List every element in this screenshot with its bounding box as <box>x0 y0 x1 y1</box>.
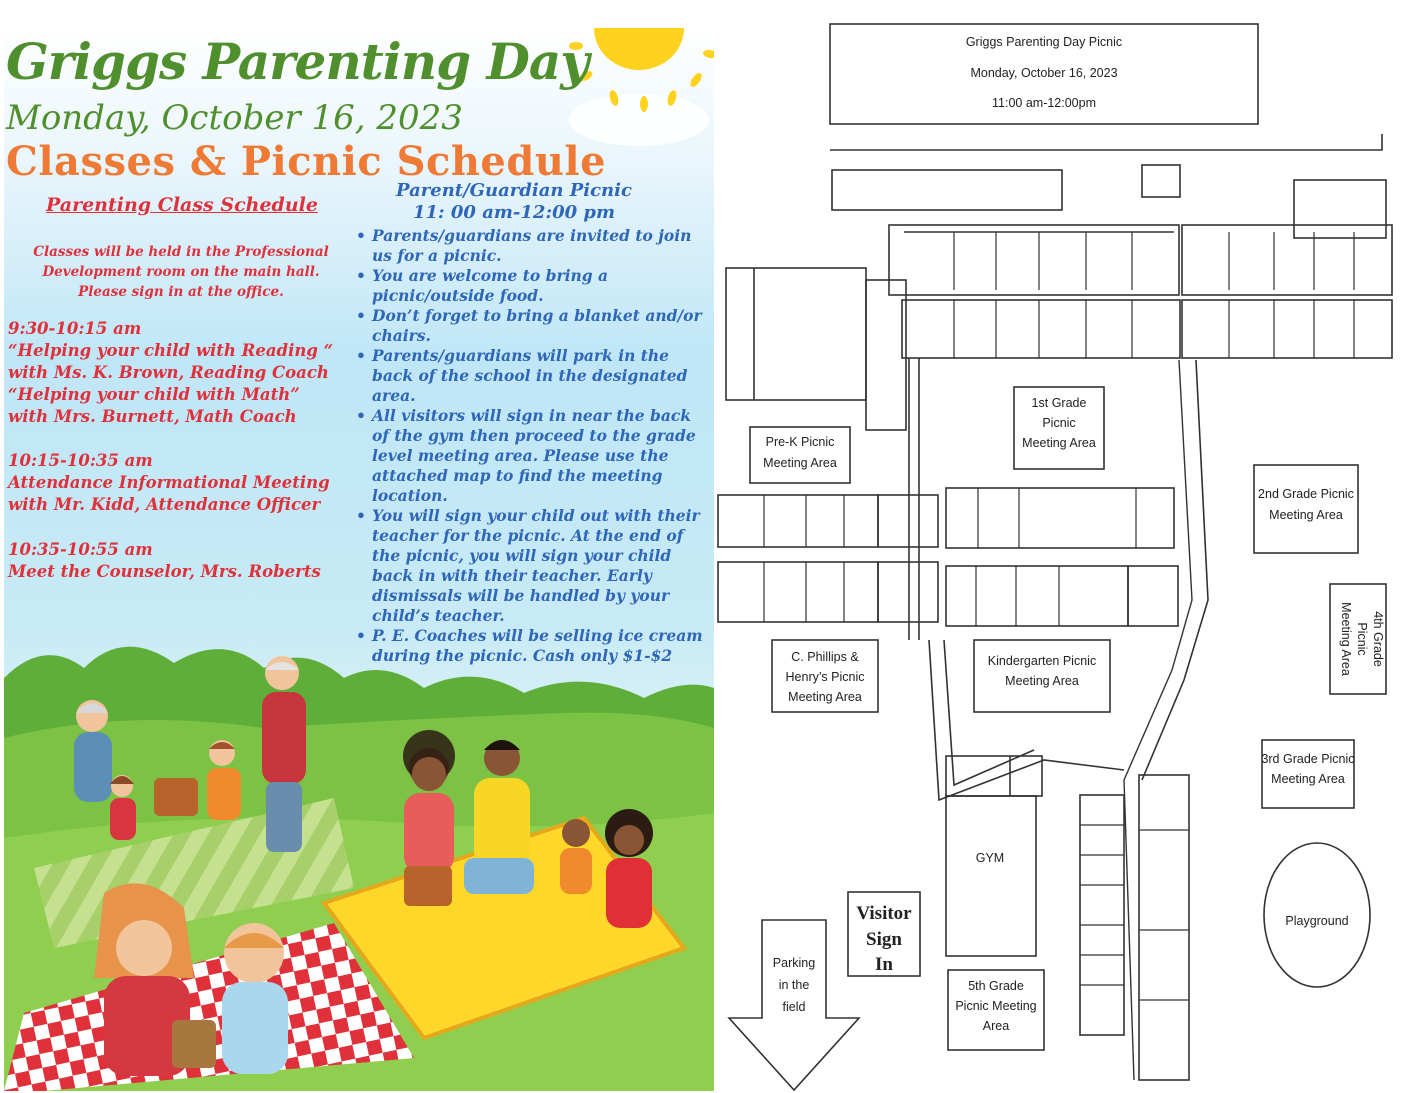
fifth-grade-label: Area <box>982 1019 1010 1033</box>
visitor-label: In <box>875 954 893 975</box>
session-attendance: 10:15-10:35 am Attendance Informational Meeting with Mr. Kidd, Attendance Officer <box>8 451 330 514</box>
third-grade-label: Meeting Area <box>1271 772 1345 786</box>
playground-label: Playground <box>1285 914 1349 928</box>
fourth-grade-label: Meeting Area <box>1339 602 1353 676</box>
session-reading-math: 9:30-10:15 am “Helping your child with Reading “ with Ms. K. Brown, Reading Coach “Helping your child with Math” with Mrs. Burnett, Math Coach <box>8 319 334 426</box>
session-counselor: 10:35-10:55 am Meet the Counselor, Mrs. Roberts <box>8 540 321 581</box>
parenting-day-flyer <box>4 28 714 1091</box>
second-grade-label: Meeting Area <box>1269 508 1343 522</box>
list-item: • You will sign your child out with their teacher for the picnic. At the end of the picnic, you will sign your child back in with their teacher. Early dismissals will be handled by your child’s teacher. <box>354 506 710 626</box>
class-location-note: Classes will be held in the Professional Development room on the main hall. Please sign in at the office. <box>33 244 329 300</box>
kindergarten-label: Meeting Area <box>1005 674 1079 688</box>
list-item: • Don’t forget to bring a blanket and/or chairs. <box>354 306 710 346</box>
parking-label: in the <box>778 978 810 992</box>
phillips-label: Henry’s Picnic <box>785 670 865 684</box>
fifth-grade-label: Picnic Meeting <box>955 999 1037 1013</box>
picnic-heading: Parent/Guardian Picnic 11: 00 am-12:00 pm <box>396 180 632 223</box>
second-grade-label: 2nd Grade Picnic <box>1258 487 1354 501</box>
list-item: • All visitors will sign in near the back of the gym then proceed to the grade level meeting area. Please use the attached map to find the meeting location. <box>354 406 710 506</box>
gym-building <box>946 796 1036 956</box>
list-item: • P. E. Coaches will be selling ice cream during the picnic. Cash only $1-$2 <box>354 626 710 666</box>
top-small-room <box>1142 165 1180 197</box>
gym-label: GYM <box>975 851 1005 865</box>
list-item: • Parents/guardians are invited to join us for a picnic. <box>354 226 710 266</box>
picnic-info-list <box>354 226 710 666</box>
parking-label: Parking <box>772 956 816 970</box>
prek-label: Meeting Area <box>763 456 837 470</box>
flyer-date: Monday, October 16, 2023 <box>6 98 463 138</box>
list-item: • Parents/guardians will park in the back of the school in the designated area. <box>354 346 710 406</box>
campus-map <box>714 0 1417 1093</box>
flyer-title: Griggs Parenting Day <box>6 32 589 91</box>
map-time: 11:00 am-12:00pm <box>992 96 1096 110</box>
visitor-label: Sign <box>866 929 902 950</box>
third-grade-label: 3rd Grade Picnic <box>1261 752 1355 766</box>
fifth-grade-label: 5th Grade <box>968 979 1024 993</box>
map-date: Monday, October 16, 2023 <box>970 66 1118 80</box>
parking-label: field <box>782 1000 806 1014</box>
first-grade-label: Picnic <box>1042 416 1076 430</box>
prek-label: Pre-K Picnic <box>765 435 835 449</box>
first-grade-label: 1st Grade <box>1031 396 1087 410</box>
picnic-illustration <box>4 618 714 1091</box>
first-grade-label: Meeting Area <box>1022 436 1096 450</box>
list-item: • You are welcome to bring a picnic/outside food. <box>354 266 710 306</box>
phillips-label: Meeting Area <box>788 690 862 704</box>
class-schedule-heading: Parenting Class Schedule <box>46 194 318 216</box>
phillips-label: C. Phillips & <box>791 650 859 664</box>
visitor-label: Visitor <box>856 903 912 924</box>
fourth-grade-label: Picnic <box>1355 622 1369 656</box>
map-title: Griggs Parenting Day Picnic <box>965 35 1123 49</box>
kindergarten-label: Kindergarten Picnic <box>987 654 1097 668</box>
flyer-subtitle: Classes & Picnic Schedule <box>6 138 607 185</box>
fourth-grade-label: 4th Grade <box>1371 611 1385 667</box>
